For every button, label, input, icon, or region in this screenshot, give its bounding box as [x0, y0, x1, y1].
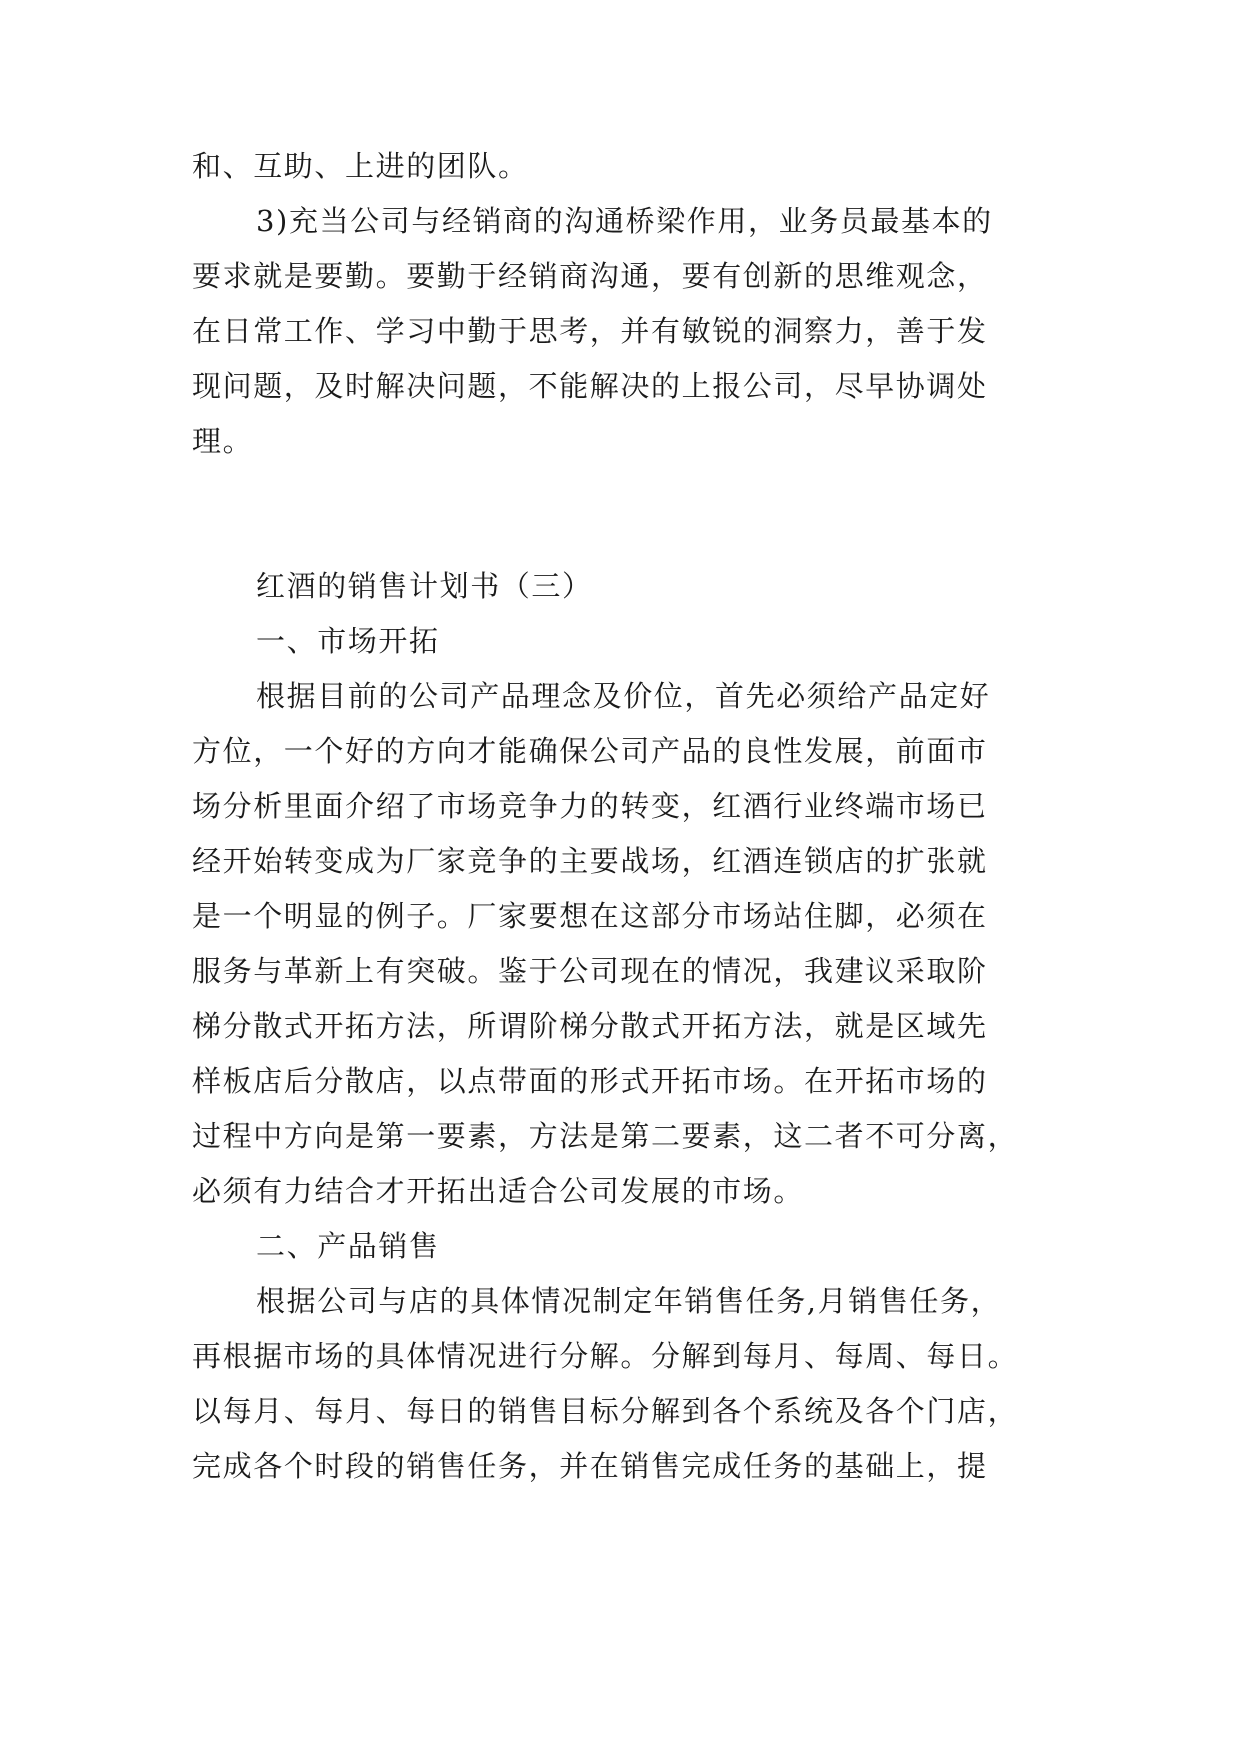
- text-line: 和、互助、上进的团队。: [192, 149, 529, 183]
- text-line: 经开始转变成为厂家竞争的主要战场，红酒连锁店的扩张就: [192, 844, 988, 878]
- text-line: 理。: [192, 424, 254, 458]
- text-line: 场分析里面介绍了市场竞争力的转变，红酒行业终端市场已: [192, 789, 988, 823]
- text-line: 梯分散式开拓方法，所谓阶梯分散式开拓方法，就是区域先: [192, 1009, 988, 1043]
- text-line: 以每月、每月、每日的销售目标分解到各个系统及各个门店，: [192, 1394, 1019, 1428]
- text-line: 样板店后分散店，以点带面的形式开拓市场。在开拓市场的: [192, 1064, 988, 1098]
- text-line: 必须有力结合才开拓出适合公司发展的市场。: [192, 1174, 805, 1208]
- text-line: 要求就是要勤。要勤于经销商沟通，要有创新的思维观念，: [192, 259, 988, 293]
- text-line: 根据目前的公司产品理念及价位，首先必须给产品定好: [256, 679, 991, 713]
- text-line: 3)充当公司与经销商的沟通桥梁作用，业务员最基本的: [256, 204, 993, 238]
- section-heading: 二、产品销售: [256, 1229, 440, 1263]
- text-line: 是一个明显的例子。厂家要想在这部分市场站住脚，必须在: [192, 899, 988, 933]
- section-title: 红酒的销售计划书（三）: [256, 569, 593, 603]
- text-line: 再根据市场的具体情况进行分解。分解到每月、每周、每日。: [192, 1339, 1019, 1373]
- section-heading: 一、市场开拓: [256, 624, 440, 658]
- text-line: 在日常工作、学习中勤于思考，并有敏锐的洞察力，善于发: [192, 314, 988, 348]
- text-line: 方位，一个好的方向才能确保公司产品的良性发展，前面市: [192, 734, 988, 768]
- text-line: 现问题，及时解决问题，不能解决的上报公司，尽早协调处: [192, 369, 988, 403]
- text-line: 根据公司与店的具体情况制定年销售任务,月销售任务，: [256, 1284, 1002, 1318]
- text-line: 服务与革新上有突破。鉴于公司现在的情况，我建议采取阶: [192, 954, 988, 988]
- text-line: 完成各个时段的销售任务，并在销售完成任务的基础上，提: [192, 1449, 988, 1483]
- text-line: 过程中方向是第一要素，方法是第二要素，这二者不可分离，: [192, 1119, 1019, 1153]
